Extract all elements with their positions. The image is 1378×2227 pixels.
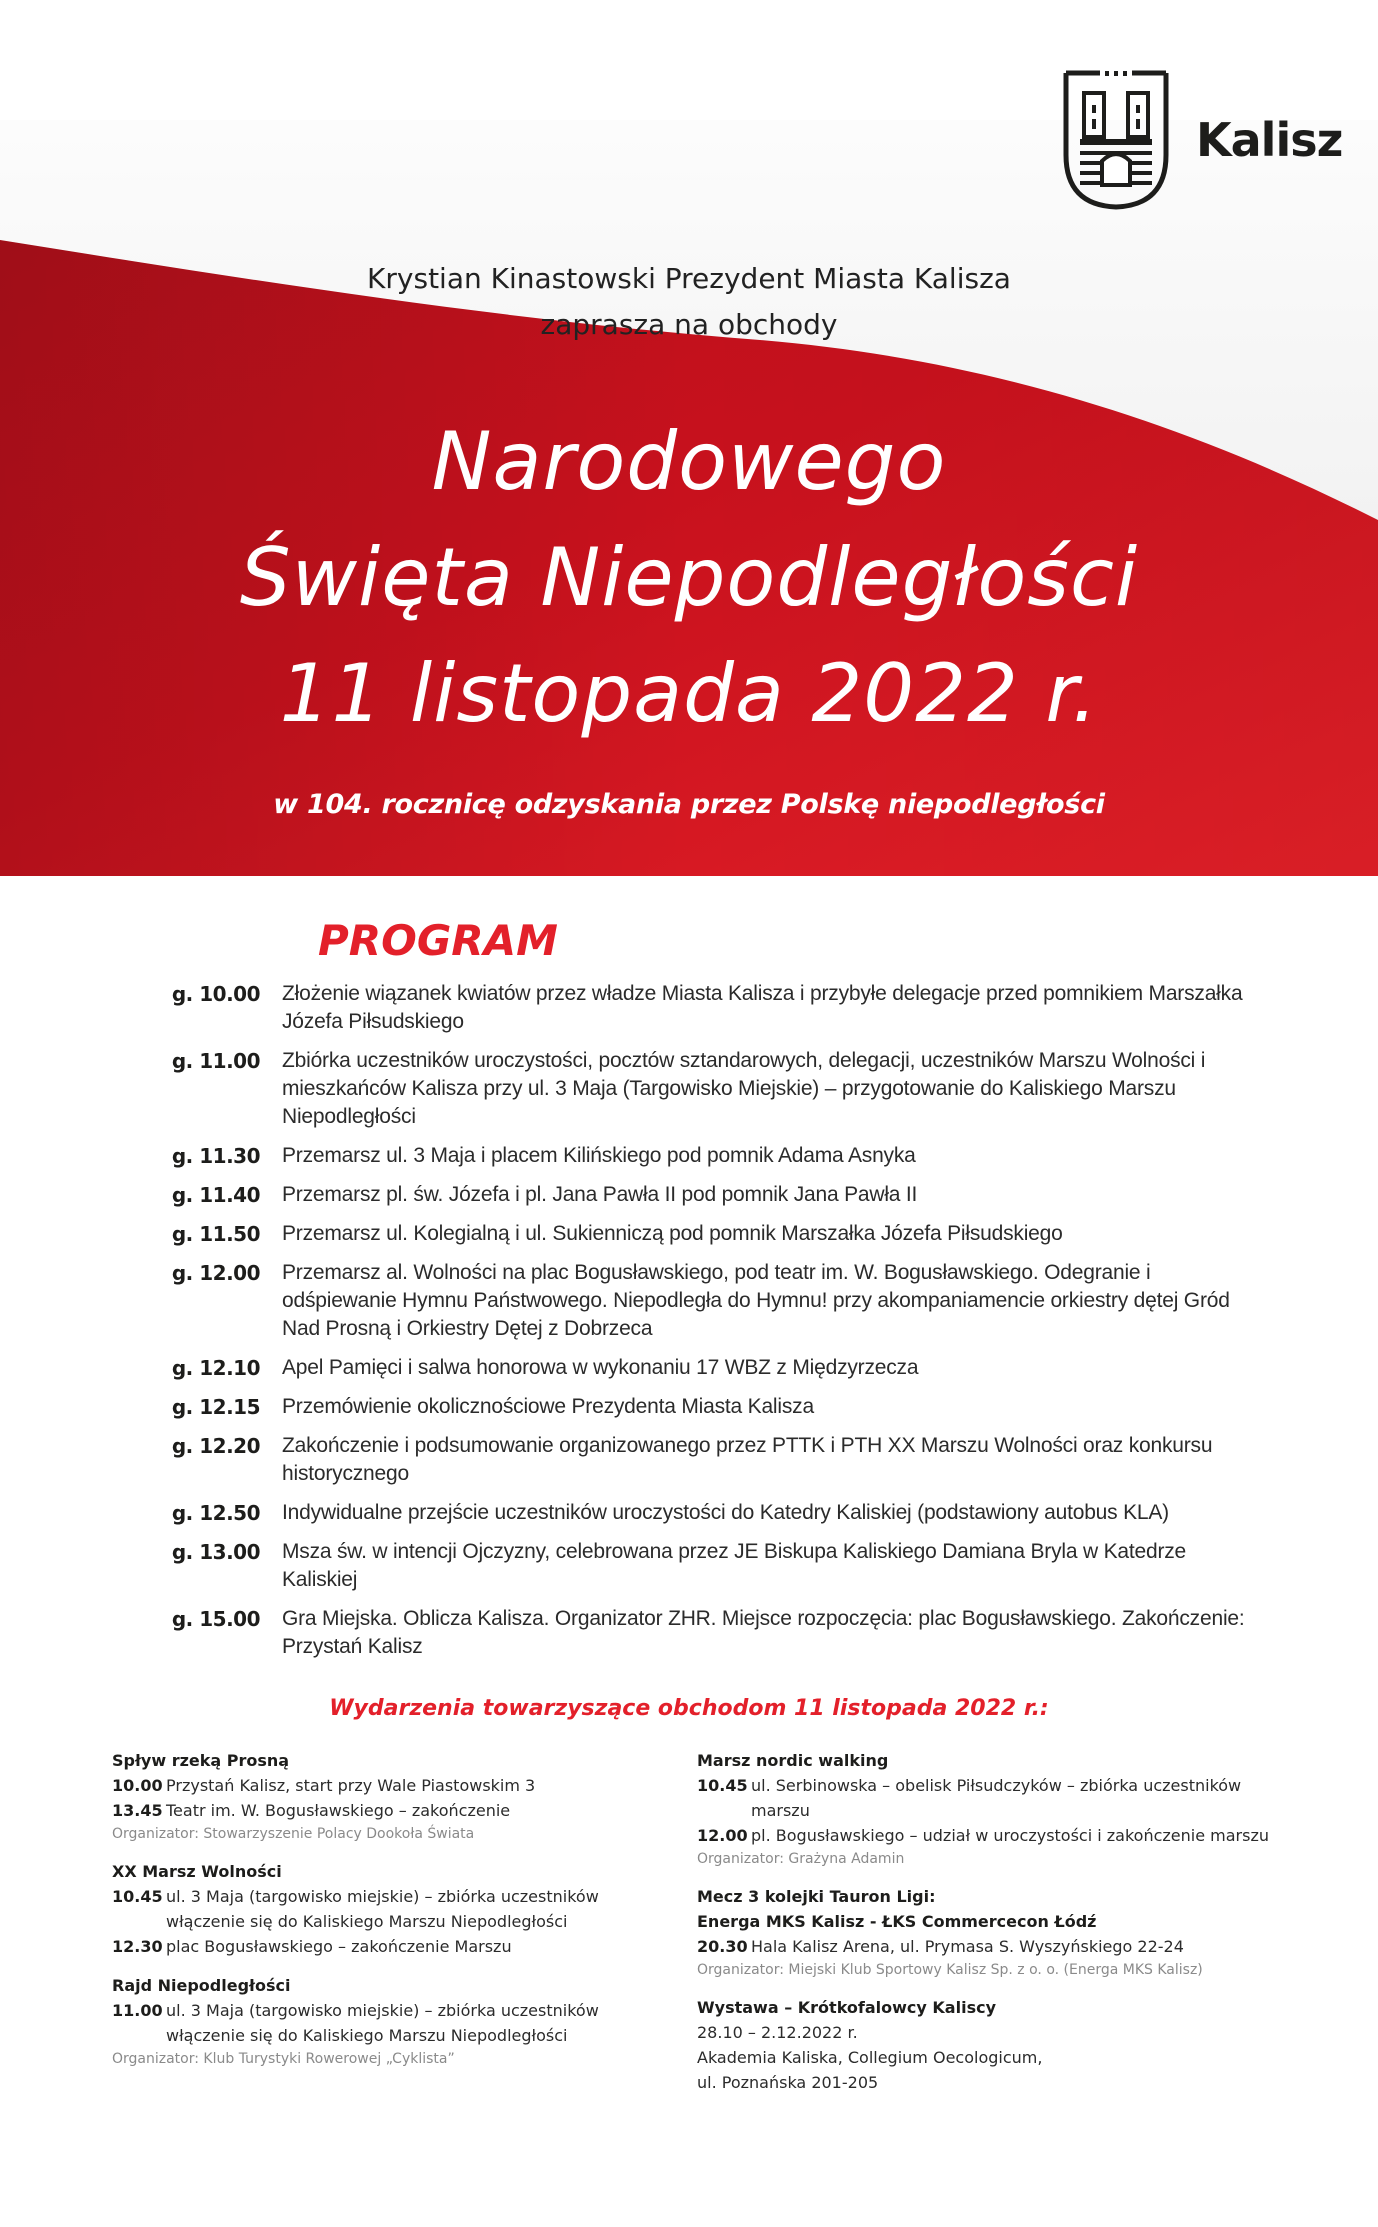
kalisz-coat-of-arms-icon [1062,69,1170,211]
event-time: 12.30 [112,1937,163,1956]
invite-line-1: Krystian Kinastowski Prezydent Miasta Kalisza [367,262,1011,295]
event-text: ul. Serbinowska – obelisk Piłsudczyków – zbiórka uczestników marszu [751,1776,1242,1820]
event-block [112,1748,652,1845]
program-list [150,980,1260,1672]
logo-city-name: Kalisz [1196,113,1343,167]
program-item [150,1354,1260,1382]
program-item [150,1047,1260,1131]
event-text: pl. Bogusławskiego – udział w uroczystości i zakończenie marszu [751,1826,1270,1845]
program-description: Przemówienie okolicznościowe Prezydenta Miasta Kalisza [282,1395,814,1418]
kalisz-logo [1062,68,1342,212]
event-title: XX Marsz Wolności [112,1862,282,1881]
invite-line-2: zaprasza na obchody [540,308,838,341]
program-item [150,1393,1260,1421]
program-time: g. 11.00 [171,1049,260,1073]
title-line-1: Narodowego [431,415,947,508]
event-block [697,1884,1277,1981]
event-time: 13.45 [112,1801,163,1820]
event-block [112,1859,652,1959]
event-title: Rajd Niepodległości [112,1976,291,1995]
program-description: Przemarsz al. Wolności na plac Bogusławskiego, pod teatr im. W. Bogusławskiego. Odegranie i odśpiewanie Hymnu Państwowego. Niepodległa do Hymnu! przy akompaniamencie orkiestry dętej Gród Nad Prosną i Orkiestry Dętej z Dobrzeca [282,1261,1230,1340]
event-line [112,1773,652,1798]
event-dates: 28.10 – 2.12.2022 r. [697,2023,858,2042]
event-title: Mecz 3 kolejki Tauron Ligi: [697,1887,936,1906]
event-time: 12.00 [697,1826,748,1845]
title-line-3: 11 listopada 2022 r. [279,647,1099,740]
event-time: 11.00 [112,2001,163,2020]
event-time: 10.45 [112,1887,163,1906]
program-time: g. 11.30 [171,1144,260,1168]
program-description: Zakończenie i podsumowanie organizowanego przez PTTK i PTH XX Marszu Wolności oraz konkursu historycznego [282,1434,1213,1485]
title-line-2: Święta Niepodległości [239,531,1139,624]
event-title: Marsz nordic walking [697,1751,889,1770]
event-text: Teatr im. W. Bogusławskiego – zakończenie [166,1801,511,1820]
event-line [112,1884,652,1934]
program-description: Apel Pamięci i salwa honorowa w wykonaniu 17 WBZ z Międzyrzecza [282,1356,919,1379]
program-item [150,1220,1260,1248]
events-left-column [112,1748,652,2084]
program-heading: PROGRAM [318,916,558,965]
event-block [112,1973,652,2070]
program-description: Gra Miejska. Oblicza Kalisza. Organizator ZHR. Miejsce rozpoczęcia: plac Bogusławskiego. Zakończenie: Przystań Kalisz [282,1607,1245,1658]
event-text: plac Bogusławskiego – zakończenie Marszu [166,1937,512,1956]
program-item [150,1605,1260,1661]
program-item [150,1181,1260,1209]
event-line [112,1998,652,2048]
event-organizer: Organizator: Grażyna Adamin [697,1851,905,1867]
program-time: g. 12.10 [171,1356,260,1380]
events-right-column [697,1748,1277,2109]
event-subtitle: Energa MKS Kalisz - ŁKS Commercecon Łódź [697,1912,1097,1931]
program-time: g. 12.20 [171,1434,260,1458]
program-time: g. 13.00 [171,1540,260,1564]
event-text: Hala Kalisz Arena, ul. Prymasa S. Wyszyńskiego 22-24 [751,1937,1184,1956]
event-title: Wystawa – Krótkofalowcy Kaliscy [697,1998,996,2017]
event-organizer: Organizator: Klub Turystyki Rowerowej „Cyklista” [112,2051,455,2067]
event-text: ul. 3 Maja (targowisko miejskie) – zbiórka uczestników włączenie się do Kaliskiego Marszu Niepodległości [166,1887,599,1931]
event-time: 10.00 [112,1776,163,1795]
event-organizer: Organizator: Miejski Klub Sportowy Kalisz Sp. z o. o. (Energa MKS Kalisz) [697,1962,1203,1978]
program-item [150,1499,1260,1527]
program-description: Zbiórka uczestników uroczystości, pocztów sztandarowych, delegacji, uczestników Marszu Wolności i mieszkańców Kalisza przy ul. 3 Maja (Targowisko Miejskie) – przygotowanie do Kaliskiego Marszu Niepodległości [282,1049,1206,1128]
event-title: Spływ rzeką Prosną [112,1751,290,1770]
program-time: g. 12.00 [171,1261,260,1285]
program-item [150,1142,1260,1170]
program-time: g. 12.15 [171,1395,260,1419]
program-description: Przemarsz ul. Kolegialną i ul. Sukienniczą pod pomnik Marszałka Józefa Piłsudskiego [282,1222,1063,1245]
event-venue: Akademia Kaliska, Collegium Oecologicum, [697,2048,1043,2067]
event-line [112,1798,652,1823]
program-time: g. 11.40 [171,1183,260,1207]
program-description: Przemarsz ul. 3 Maja i placem Kilińskiego pod pomnik Adama Asnyka [282,1144,916,1167]
hero-banner [0,0,1378,876]
program-description: Przemarsz pl. św. Józefa i pl. Jana Pawła II pod pomnik Jana Pawła II [282,1183,918,1206]
event-line [697,1773,1277,1823]
event-block [697,1995,1277,2095]
event-address: ul. Poznańska 201-205 [697,2073,879,2092]
event-organizer: Organizator: Stowarzyszenie Polacy Dookoła Świata [112,1826,475,1842]
event-line [697,1823,1277,1848]
event-block [697,1748,1277,1870]
anniversary-subtitle: w 104. rocznicę odzyskania przez Polskę niepodległości [273,789,1105,820]
program-time: g. 10.00 [171,982,260,1006]
event-time: 20.30 [697,1937,748,1956]
event-text: Przystań Kalisz, start przy Wale Piastowskim 3 [166,1776,536,1795]
event-line [112,1934,652,1959]
program-time: g. 11.50 [171,1222,260,1246]
event-time: 10.45 [697,1776,748,1795]
program-item [150,1259,1260,1343]
events-heading: Wydarzenia towarzyszące obchodom 11 listopada 2022 r.: [329,1696,1049,1721]
program-description: Złożenie wiązanek kwiatów przez władze Miasta Kalisza i przybyłe delegacje przed pomnikiem Marszałka Józefa Piłsudskiego [282,982,1243,1033]
program-item [150,1432,1260,1488]
program-item [150,980,1260,1036]
program-item [150,1538,1260,1594]
program-time: g. 15.00 [171,1607,260,1631]
event-line [697,1934,1277,1959]
program-time: g. 12.50 [171,1501,260,1525]
program-description: Msza św. w intencji Ojczyzny, celebrowana przez JE Biskupa Kaliskiego Damiana Bryla w Katedrze Kaliskiej [282,1540,1187,1591]
program-description: Indywidualne przejście uczestników uroczystości do Katedry Kaliskiej (podstawiony autobus KLA) [282,1501,1169,1524]
event-text: ul. 3 Maja (targowisko miejskie) – zbiórka uczestników włączenie się do Kaliskiego Marszu Niepodległości [166,2001,599,2045]
